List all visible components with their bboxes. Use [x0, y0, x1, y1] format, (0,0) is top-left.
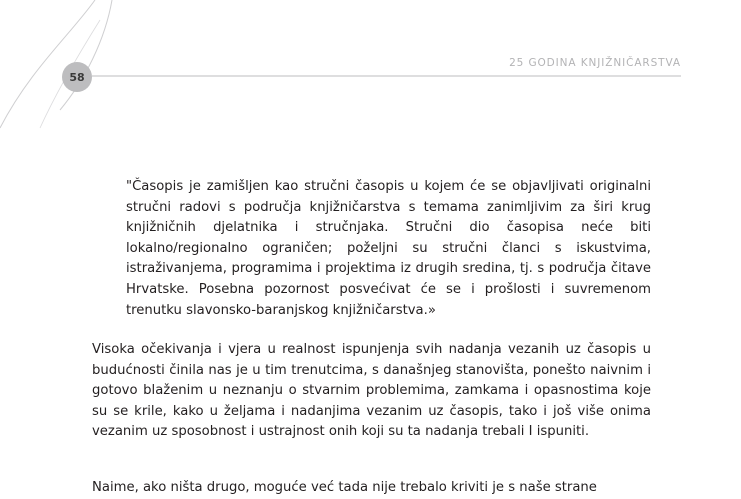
- next-paragraph-partial: Naime, ako ništa drugo, moguće već tada nije trebalo kriviti je s naše strane: [92, 480, 597, 495]
- running-title: 25 GODINA KNJIŽNIČARSTVA: [509, 57, 681, 69]
- page-number-badge: [62, 62, 92, 92]
- block-quote: "Časopis je zamišljen kao stručni časopis u kojem će se objavljivati originalni stručni radovi s područja knjižničarstva s temama zanimljivim za širi krug knjižničnih djelatnika i stručnjaka. Stručni dio časopisa neće biti lokalno/regionalno ograničen; poželjni su stručni članci s iskustvima, istraživanjema, programima i projektima iz drugih sredina, tj. s područja čitave Hrvatske. Posebna pozornost posvećivat će se i prošlosti i suvremenom trenutku slavonsko-baranjskog knjižničarstva.»: [126, 179, 651, 318]
- header-arc-right: [60, 0, 112, 110]
- page-number: 58: [69, 70, 85, 84]
- body-paragraph: Visoka očekivanja i vjera u realnost ispunjenja svih nadanja vezanih uz časopis u budućnosti činila nas je u tim trenutcima, s današnjeg stanovišta, ponešto naivnim i gotovo blaženim u neznanju o stvarnim problemima, zamkama i opasnostima koje su se krile, kako u željama i nadanjima vezanim uz časopis, tako i još više onima vezanim uz sposobnost i ustrajnost onih koji su ta nadanja trebali I ispuniti.: [92, 342, 651, 440]
